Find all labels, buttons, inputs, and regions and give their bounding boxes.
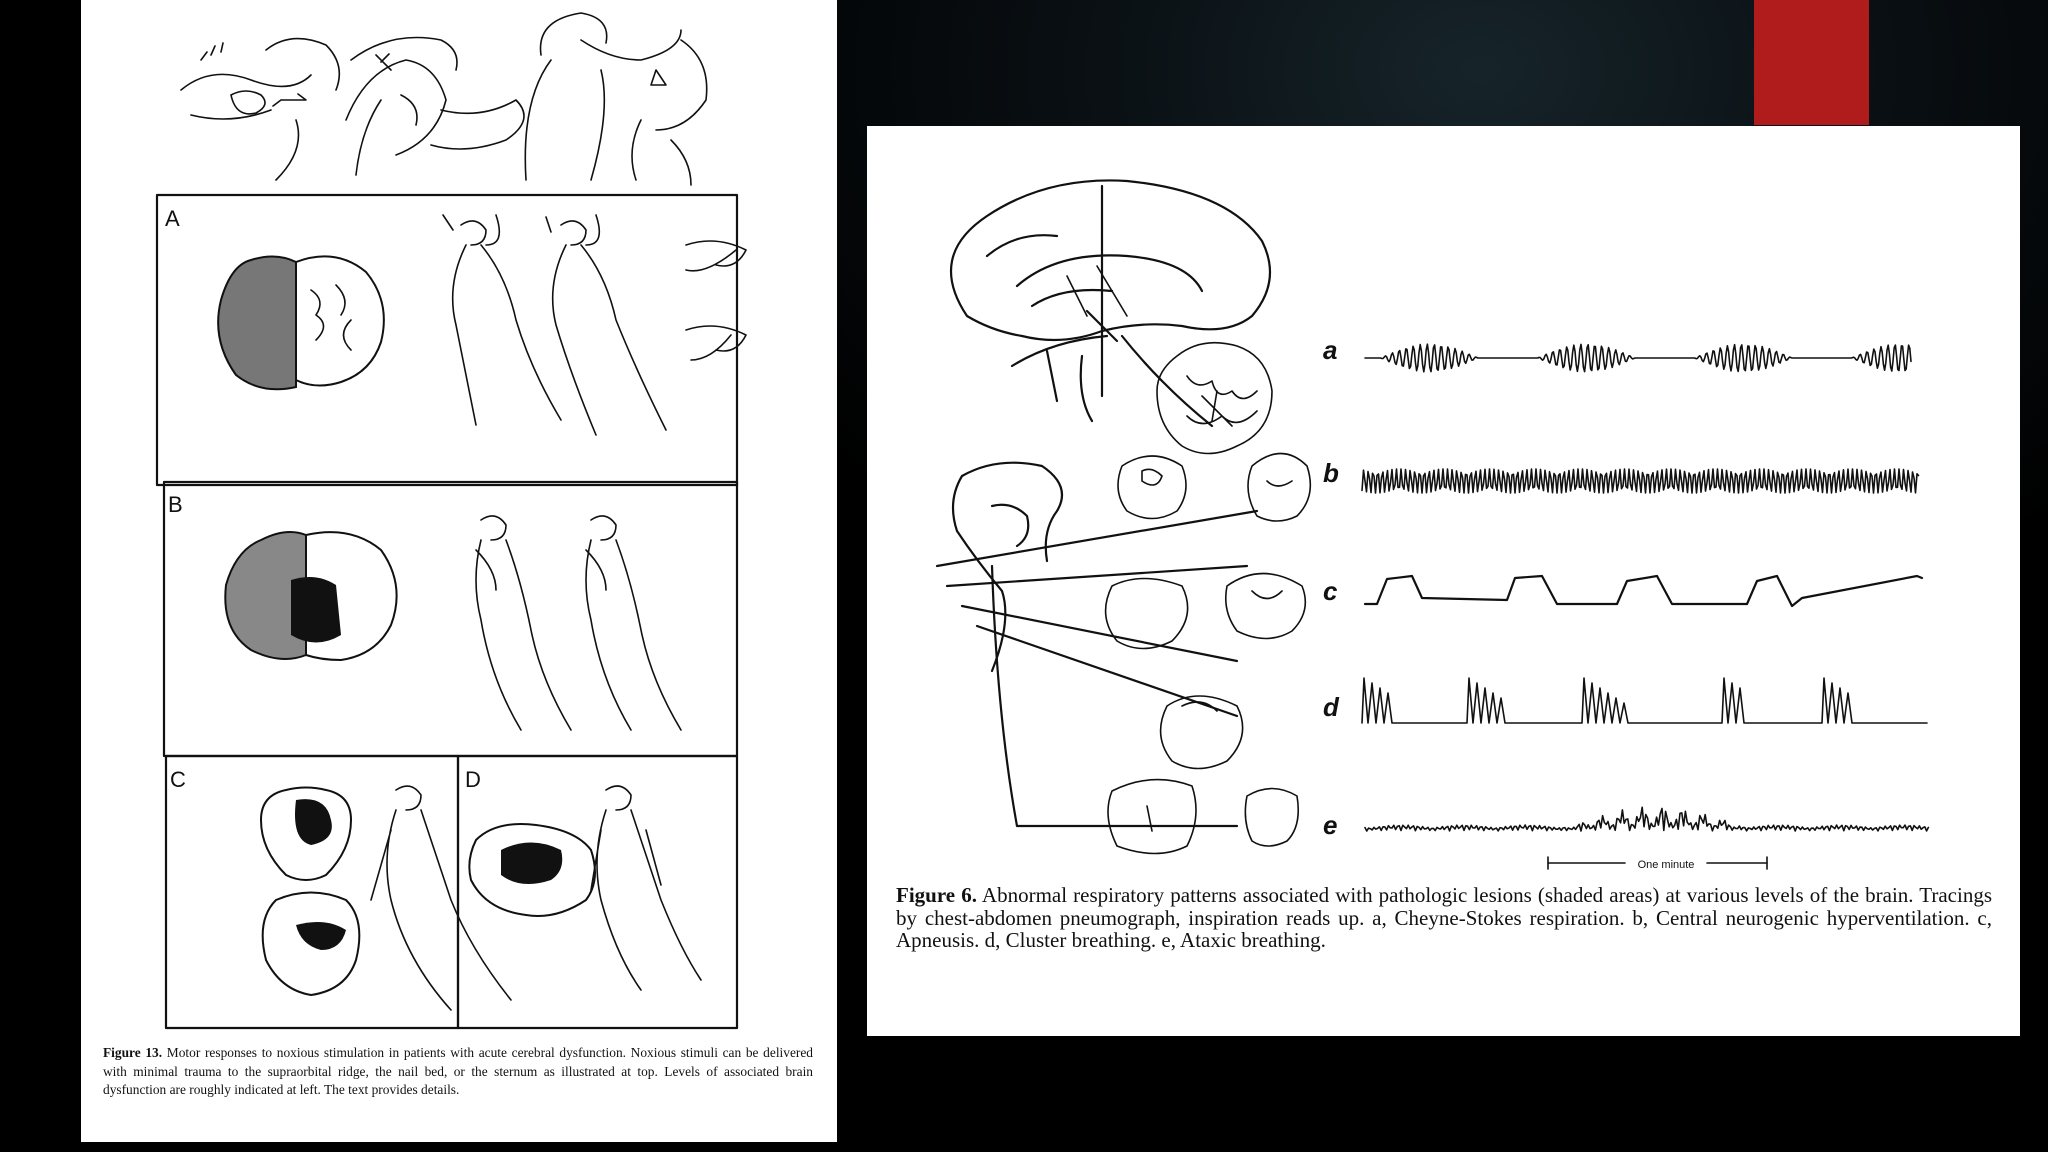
panel-b-brain-drawing (225, 532, 396, 660)
brain-section-drawing-a (1157, 343, 1272, 454)
panel-d-brainstem-drawing (469, 824, 595, 916)
trace-a-cheyne-stokes (1365, 344, 1911, 372)
nail-bed-stimulus-drawing (346, 38, 524, 176)
scale-bar-label: One minute (1637, 859, 1695, 871)
figure-6-caption (896, 884, 1992, 952)
figure-13-caption (103, 1044, 813, 1100)
trace-label-c: c (1323, 576, 1338, 606)
panel-d-label: D (465, 767, 481, 792)
trace-d-cluster-breathing (1362, 678, 1927, 723)
red-accent-block (1754, 0, 1869, 125)
panel-c-label: C (170, 767, 186, 792)
sternum-stimulus-drawing (525, 13, 706, 185)
sagittal-brain-drawing (951, 180, 1270, 426)
panel-c-brainstem-drawings (261, 788, 359, 996)
trace-label-e: e (1323, 810, 1338, 840)
figure-6-page (867, 126, 2020, 1036)
figure-13-caption-label: Figure 13. (103, 1045, 163, 1060)
trace-e-ataxic-breathing (1365, 807, 1928, 831)
panel-b-label: B (168, 492, 183, 517)
one-minute-scale-bar (1548, 857, 1767, 871)
figure-6-caption-text: Abnormal respiratory patterns associated with pathologic lesions (shaded areas) at various levels of the brain. Tracings by chest-abdomen pneumograph, inspiration reads up. a, Cheyne-Stokes respiration. b, Central neurogenic hyperventilation. c, Apneusis. d, Cluster breathing. e, Ataxic breathing. (896, 883, 1993, 952)
trace-c-apneusis (1365, 576, 1922, 606)
supraorbital-stimulus-drawing (181, 39, 339, 180)
brainstem-section-drawings (1106, 454, 1311, 854)
trace-b-hyperventilation (1362, 469, 1919, 493)
brainstem-sagittal-drawing (937, 463, 1257, 826)
figure-6-caption-label: Figure 6. (896, 883, 977, 907)
trace-label-a: a (1323, 335, 1338, 365)
panel-a-label: A (165, 206, 180, 231)
panel-b-patient-figures (476, 516, 681, 730)
panel-a-brain-drawing (218, 256, 384, 389)
panel-a-patient-figures (443, 215, 746, 435)
figure-13-caption-text: Motor responses to noxious stimulation in patients with acute cerebral dysfunction. Noxious stimuli can be delivered with minimal trauma to the supraorbital ridge, the nail bed, or the sternum as illustrated at top. Levels of associated brain dysfunction are roughly indicated at left. The text provides details. (103, 1045, 813, 1097)
figure-13-illustration (81, 0, 837, 1142)
panel-d-patient-figure (591, 786, 701, 990)
figure-13-page (81, 0, 837, 1142)
trace-label-d: d (1323, 692, 1339, 722)
trace-label-b: b (1323, 458, 1339, 488)
